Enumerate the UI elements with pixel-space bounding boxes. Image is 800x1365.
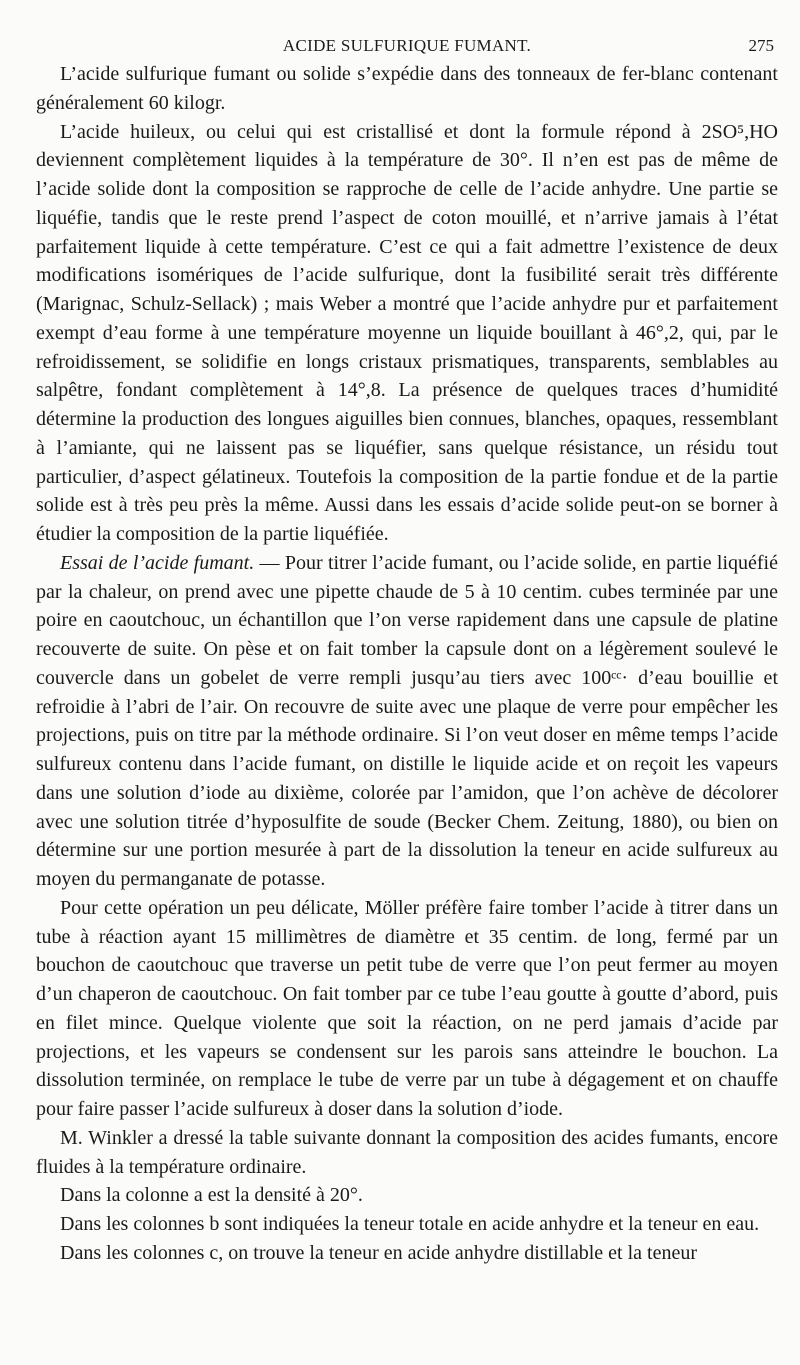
paragraph-text: Dans les colonnes c, on trouve la teneur en acide anhydre distillable et la teneur (60, 1241, 697, 1264)
body-text (36, 60, 778, 1268)
paragraph-winkler-table (36, 1124, 778, 1182)
paragraph-text: M. Winkler a dressé la table suivante donnant la composition des acides fumants, encore fluides à la température ordinaire. (36, 1126, 778, 1178)
paragraph-text: L’acide huileux, ou celui qui est cristallisé et dont la formule répond à 2SO⁵,HO deviennent complètement liquides à la température de 30°. Il n’en est pas de même de l’acide solide dont la composition se rapproche de celle de l’acide anhydre. Une partie se liquéfie, tandis que le reste prend l’aspect de coton mouillé, et n’arrive jamais à l’état parfaitement liquide à cette température. C’est ce qui a fait admettre l’existence de deux modifications isomériques de l’acide sulfurique, dont la fusibilité serait très différente (Marignac, Schulz-Sellack) ; mais Weber a montré que l’acide anhydre pur et parfaitement exempt d’eau forme à une température moyenne un liquide bouillant à 46°,2, qui, par le refroidissement, se solidifie en longs cristaux prismatiques, transparents, semblables au salpêtre, fondant complètement à 14°,8. La présence de quelques traces d’humidité détermine la production des longues aiguilles bien connues, blanches, opaques, ressemblant à l’amiante, qui ne laissent pas se liquéfier, sans quelque résistance, un résidu tout particulier, d’aspect gélatineux. Toutefois la composition de la partie fondue et de la partie solide est à très peu près la même. Aussi dans les essais d’acide solide peut-on se borner à étudier la composition de la partie liquéfiée. (36, 120, 778, 545)
paragraph-column-a (36, 1181, 778, 1210)
paragraph-text: Dans les colonnes b sont indiquées la teneur totale en acide anhydre et la teneur en eau. (60, 1213, 760, 1235)
paragraph-text: L’acide sulfurique fumant ou solide s’expédie dans des tonneaux de fer-blanc contenant généralement 60 kilogr. (36, 63, 778, 114)
paragraph-isomeric-modifications (36, 118, 778, 549)
section-lead: Essai de l’acide fumant. (60, 551, 255, 574)
running-title: ACIDE SULFURIQUE FUMANT. (282, 36, 532, 55)
paragraph-column-c (36, 1239, 778, 1268)
paragraph-assay-fuming-acid (36, 549, 778, 894)
paragraph-text: — Pour titrer l’acide fumant, ou l’acide solide, en partie liquéfié par la chaleur, on prend avec une pipette chaude de 5 à 10 centim. cubes terminée par une poire en caoutchouc, un échantillon que l’on verse rapidement dans une capsule de platine recouverte de suite. On pèse et on fait tomber la capsule dont on a légèrement soulevé le couvercle dans un gobelet de verre rempli jusqu’au tiers avec 100ᶜᶜ· d’eau bouillie et refroidie à l’abri de l’air. On recouvre de suite avec une plaque de verre pour empêcher les projections, puis on titre par la méthode ordinaire. Si l’on veut doser en même temps l’acide sulfureux contenu dans l’acide fumant, on distille le liquide acide et on reçoit les vapeurs dans une solution d’iode au dixième, colorée par l’amidon, que l’on achève de décolorer avec une solution titrée d’hyposulfite de soude (Becker Chem. Zeitung, 1880), ou bien on détermine sur une portion mesurée à part de la dissolution la teneur en acide sulfureux au moyen du permanganate de potasse. (36, 551, 778, 890)
page-number: 275 (748, 36, 774, 55)
paragraph-text: Pour cette opération un peu délicate, Möller préfère faire tomber l’acide à titrer dans un tube à réaction ayant 15 millimètres de diamètre et 35 centim. de long, fermé par un bouchon de caoutchouc que traverse un petit tube de verre que l’on peut fermer au moyen d’un chaperon de caoutchouc. On fait tomber par ce tube l’eau goutte à goutte d’abord, puis en filet mince. Quelque violente que soit la réaction, on ne perd jamais d’acide par projections, et les vapeurs se condensent sur les parois sans atteindre le bouchon. La dissolution terminée, on remplace le tube de verre par un tube à dégagement et on chauffe pour faire passer l’acide sulfureux à doser dans la solution d’iode. (36, 896, 778, 1120)
page-header (36, 0, 778, 60)
paragraph-column-b (36, 1210, 778, 1239)
paragraph-moller-method (36, 894, 778, 1124)
paragraph-text: Dans la colonne a est la densité à 20°. (60, 1184, 363, 1207)
paragraph-shipping (36, 60, 778, 118)
